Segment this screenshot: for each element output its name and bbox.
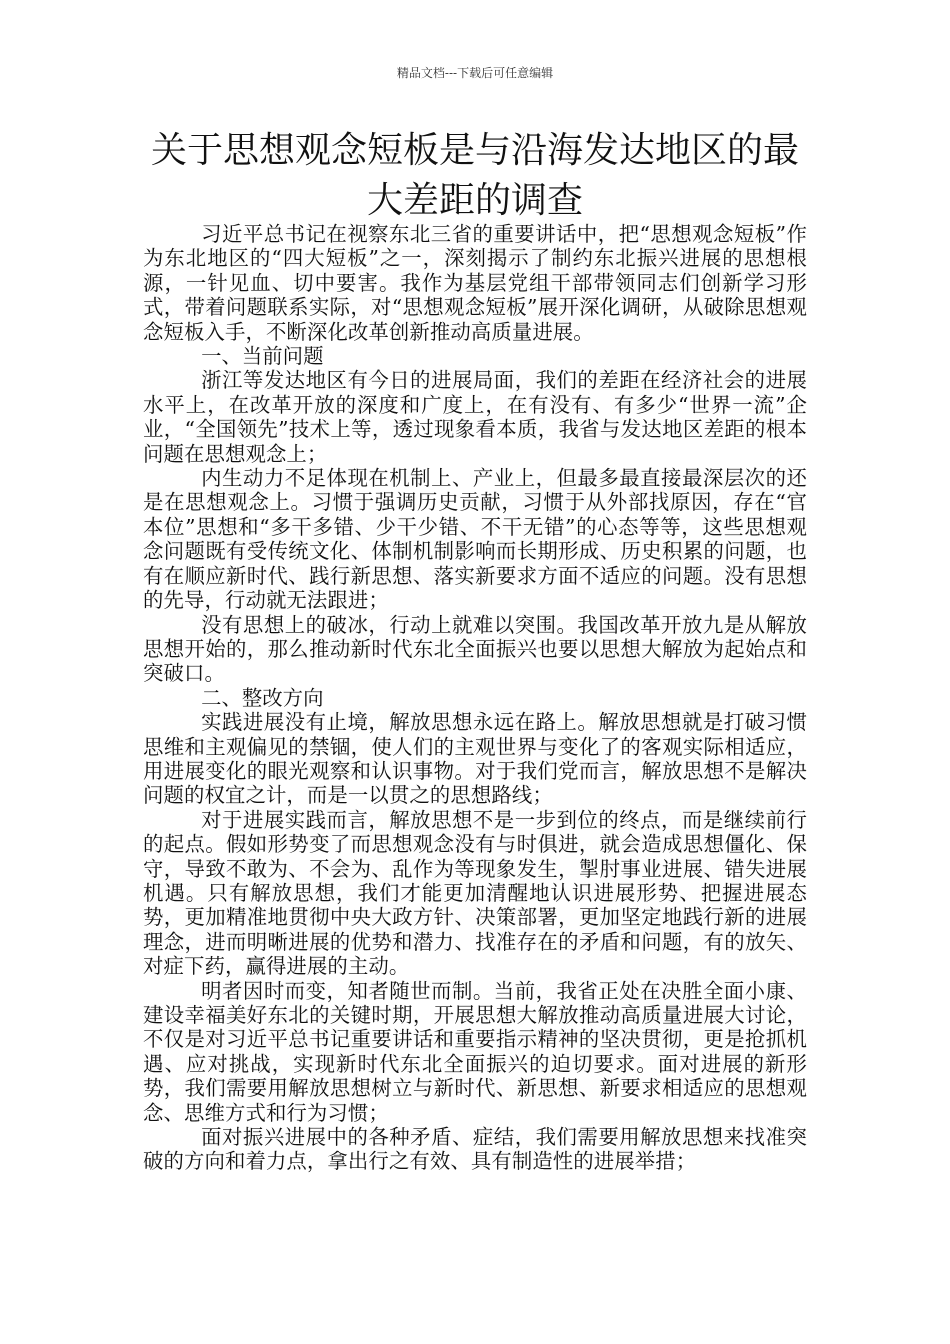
paragraph: 对于进展实践而言，解放思想不是一步到位的终点，而是继续前行的起点。假如形势变了而思想观念没有与时俱进，就会造成思想僵化、保守，导致不敢为、不会为、乱作为等现象发生，掣肘事业进展、错失进展机遇。只有解放思想，我们才能更加清醒地认识进展形势、把握进展态势，更加精准地贯彻中央大政方针、决策部署，更加坚定地践行新的进展理念，进而明晰进展的优势和潜力、找准存在的矛盾和问题，有的放矢、对症下药，赢得进展的主动。 bbox=[143, 807, 807, 979]
paragraph: 浙江等发达地区有今日的进展局面，我们的差距在经济社会的进展水平上，在改革开放的深度和广度上，在有没有、有多少“世界一流”企业，“全国领先”技术上等，透过现象看本质，我省与发达地区差距的根本问题在思想观念上； bbox=[143, 368, 807, 466]
paragraph: 内生动力不足体现在机制上、产业上，但最多最直接最深层次的还是在思想观念上。习惯于强调历史贡献，习惯于从外部找原因，存在“官本位”思想和“多干多错、少干少错、不干无错”的心态等等，这些思想观念问题既有受传统文化、体制机制影响而长期形成、历史积累的问题，也有在顺应新时代、践行新思想、落实新要求方面不适应的问题。没有思想的先导，行动就无法跟进； bbox=[143, 466, 807, 613]
paragraph: 没有思想上的破冰，行动上就难以突围。我国改革开放九是从解放思想开始的，那么推动新时代东北全面振兴也要以思想大解放为起始点和突破口。 bbox=[143, 612, 807, 686]
header-note: 精品文档---下载后可任意编辑 bbox=[396, 66, 554, 80]
paragraph: 明者因时而变，知者随世而制。当前，我省正处在决胜全面小康、建设幸福美好东北的关键时期，开展思想大解放推动高质量进展大讨论，不仅是对习近平总书记重要讲话和重要指示精神的坚决贯彻，更是抢抓机遇、应对挑战，实现新时代东北全面振兴的迫切要求。面对进展的新形势，我们需要用解放思想树立与新时代、新思想、新要求相适应的思想观念、思维方式和行为习惯； bbox=[143, 978, 807, 1125]
paragraph: 面对振兴进展中的各种矛盾、症结，我们需要用解放思想来找准突破的方向和着力点，拿出行之有效、具有制造性的进展举措； bbox=[143, 1125, 807, 1174]
section-heading-rectification: 二、整改方向 bbox=[201, 685, 324, 710]
paragraph: 实践进展没有止境，解放思想永远在路上。解放思想就是打破习惯思维和主观偏见的禁锢，使人们的主观世界与变化了的客观实际相适应，用进展变化的眼光观察和认识事物。对于我们党而言，解放思想不是解决问题的权宜之计，而是一以贯之的思想路线； bbox=[143, 710, 807, 808]
paragraph-intro: 习近平总书记在视察东北三省的重要讲话中，把“思想观念短板”作为东北地区的“四大短板”之一，深刻揭示了制约东北振兴进展的思想根源，一针见血、切中要害。我作为基层党组干部带领同志们创新学习形式，带着问题联系实际，对“思想观念短板”展开深化调研，从破除思想观念短板入手，不断深化改革创新推动高质量进展。 bbox=[143, 222, 807, 344]
document-title: 关于思想观念短板是与沿海发达地区的最大差距的调查 bbox=[150, 130, 799, 221]
section-heading-current-problems: 一、当前问题 bbox=[201, 344, 324, 369]
document-body bbox=[143, 222, 807, 1174]
